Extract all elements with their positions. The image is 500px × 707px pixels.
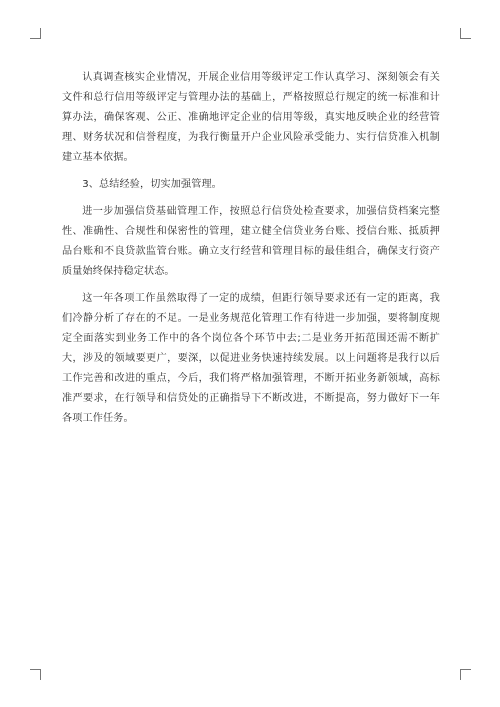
crop-mark-bottom-right [460, 669, 471, 680]
crop-mark-top-left [30, 28, 41, 39]
section-heading-summary: 3、总结经验，切实加强管理。 [82, 179, 222, 190]
paragraph-conclusion: 这一年各项工作虽然取得了一定的成绩，但距行领导要求还有一定的距离，我们冷静分析了存在的不足。一是业务规范化管理工作有待进一步加强，要将制度规定全面落实到业务工作中的各个岗位各个环节中去;二是业务开拓范围还需不断扩大，涉及的领域要更广，要深，以促进业务快速持续发展。以上问题将是我行以后工作完善和改进的重点，今后，我们将严格加强管理，不断开拓业务新领域，高标准严要求，在行领导和信贷处的正确指导下不断改进，不断提高，努力做好下一年各项工作任务。 [62, 293, 440, 424]
paragraph-credit-rating: 认真调查核实企业情况，开展企业信用等级评定工作认真学习、深刻领会有关文件和总行信用等级评定与管理办法的基础上，严格按照总行规定的统一标准和计算办法，确保客观、公正、准确地评定企业的信用等级，真实地反映企业的经营管理、财务状况和信誉程度，为我行衡量开户企业风险承受能力、实行信贷准入机制建立基本依据。 [62, 72, 440, 163]
crop-mark-top-right [460, 28, 471, 39]
paragraph-management: 进一步加强信贷基础管理工作，按照总行信贷处检查要求，加强信贷档案完整性、准确性、合规性和保密性的管理，建立健全信贷业务台账、授信台账、抵质押品台账和不良贷款监管台账。确立支行经营和管理目标的最佳组合，确保支行资产质量始终保持稳定状态。 [62, 206, 440, 277]
document-body [62, 68, 440, 436]
crop-mark-bottom-left [30, 669, 41, 680]
